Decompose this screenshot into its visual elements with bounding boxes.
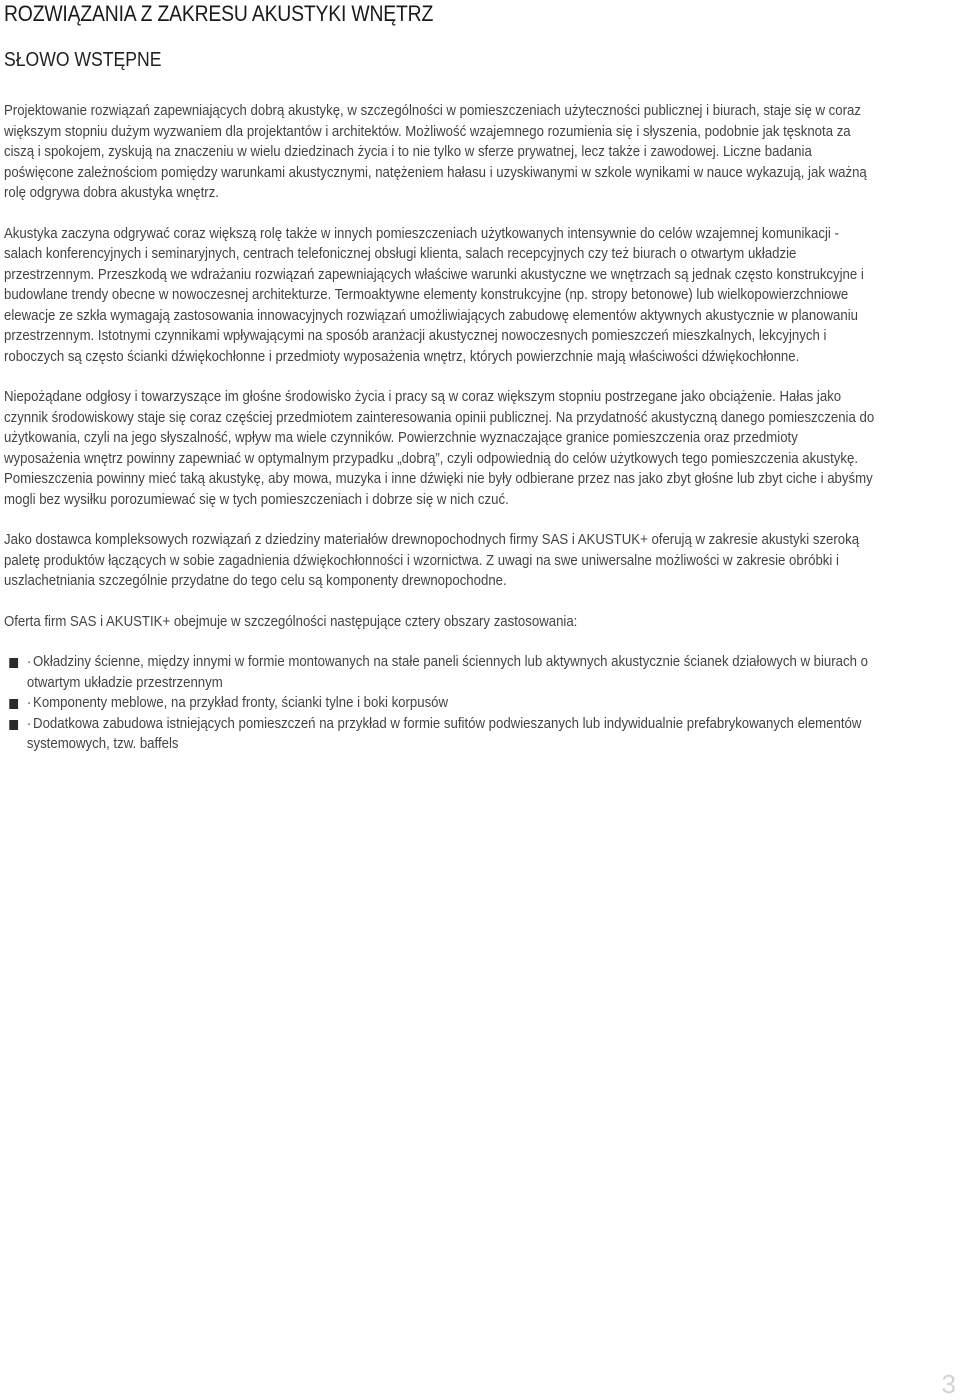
list-item-text: Komponenty meblowe, na przykład fronty, ścianki tylne i boki korpusów [33,694,449,711]
list-item-text: Dodatkowa zabudowa istniejących pomieszczeń na przykład w formie sufitów podwieszanych lub indywidualnie prefabrykowanych elementów systemowych, tzw. baffels [26,714,862,752]
list-item-text: Okładziny ścienne, między innymi w formie montowanych na stałe paneli ściennych lub aktywnych akustycznie ścianek działowych w biurach o otwartym układzie przestrzennym [26,653,868,691]
list-item [4,652,875,693]
square-bullet-icon [9,699,18,709]
body-text [4,101,875,755]
section-heading: SŁOWO WSTĘPNE [4,49,162,71]
paragraph-1: Projektowanie rozwiązań zapewniających dobrą akustykę, w szczególności w pomieszczeniach użyteczności publicznej i biurach, staje się w coraz większym stopniu dużym wyzwaniem dla projektantów i architektów. Możliwość wzajemnego rozumienia się i słyszenia, podobnie jak tęsknota za ciszą i spokojem, zyskują na znaczeniu w wielu dziedzinach życia i to nie tylko w sferze prywatnej, lecz także i zawodowej. Liczne badania poświęcone zależnościom pomiędzy warunkami akustycznymi, natężeniem hałasu i uzyskiwanymi w szkole wynikami w nauce wykazują, jak ważną rolę odgrywa dobra akustyka wnętrz. [4,102,867,201]
bullet-list [4,652,875,755]
paragraph-4: Jako dostawca kompleksowych rozwiązań z dziedziny materiałów drewnopochodnych firmy SAS i AKUSTUK+ oferują w zakresie akustyki szeroką paletę produktów łączących w sobie zagadnienia dźwiękochłonności i wzornictwa. Z uwagi na swe uniwersalne możliwości w zakresie obróbki i uszlachetniania szczególnie przydatne do tego celu są komponenty drewnopochodne. [4,531,860,589]
bullet-dot: · [26,714,32,732]
list-item [4,693,875,714]
paragraph-3: Niepożądane odgłosy i towarzyszące im głośne środowisko życia i pracy są w coraz większym stopniu postrzegane jako obciążenie. Hałas jako czynnik środowiskowy staje się coraz częściej przedmiotem zainteresowania opinii publicznej. Na przydatność akustyczną danego pomieszczenia do użytkowania, czyli na jego słyszalność, wpływ ma wiele czynników. Powierzchnie wyznaczające granice pomieszczenia oraz przedmioty wyposażenia wnętrz powinny zapewniać w optymalnym przypadku „dobrą”, czyli odpowiednią do celów użytkowych tego pomieszczenia akustykę. Pomieszczenia powinny mieć taką akustykę, aby mowa, muzyka i inne dźwięki nie były odbierane przez nas jako zbyt głośne lub zbyt ciche i abyśmy mogli bez wysiłku porozumiewać się w tych pomieszczeniach i dobrze się w nich czuć. [4,388,875,508]
list-item [4,714,875,755]
paragraph-5: Oferta firm SAS i AKUSTIK+ obejmuje w szczególności następujące cztery obszary zastosowania: [4,612,578,630]
square-bullet-icon [9,658,18,668]
bullet-dot: · [26,694,32,711]
bullet-dot: · [26,653,32,670]
page-number: 3 [941,1369,956,1399]
paragraph-2: Akustyka zaczyna odgrywać coraz większą rolę także w innych pomieszczeniach użytkowanych intensywnie do celów wzajemnej komunikacji - salach konferencyjnych i seminaryjnych, centrach telefonicznej obsługi klienta, salach recepcyjnych czy też biurach o otwartym układzie przestrzennym. Przeszkodą we wdrażaniu rozwiązań zapewniających właściwe warunki akustyczne we wnętrzach są jednak często konstrukcyjne i budowlane trendy obecne w nowoczesnej architekturze. Termoaktywne elementy konstrukcyjne (np. stropy betonowe) lub wielkopowierzchniowe elewacje ze szkła wymagają zastosowania innowacyjnych rozwiązań umożliwiających zabudowę elementów aktywnych akustycznie w planowaniu przestrzennym. Istotnymi czynnikami wpływającymi na sposób aranżacji akustycznej nowoczesnych pomieszczeń mieszkalnych, lekcyjnych i roboczych są często ścianki dźwiękochłonne i przedmioty wyposażenia wnętrz, których powierzchnie mają właściwości dźwiękochłonne. [4,224,864,365]
page-title: ROZWIĄZANIA Z ZAKRESU AKUSTYKI WNĘTRZ [4,1,434,26]
square-bullet-icon [9,720,18,730]
